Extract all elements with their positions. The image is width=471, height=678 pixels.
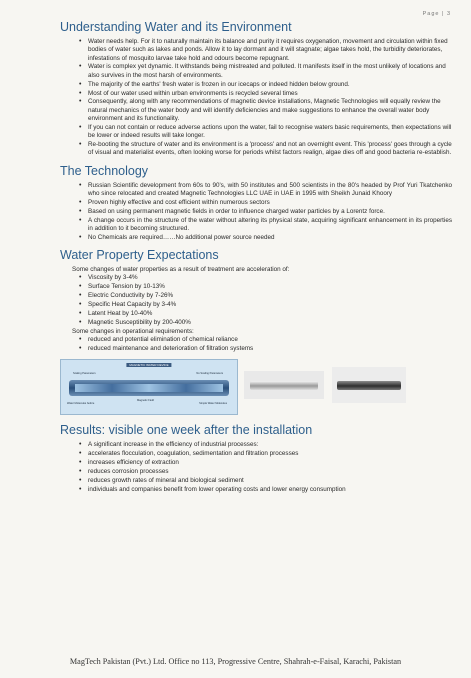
list-item: • Specific Heat Capacity by 3-4% bbox=[60, 301, 452, 309]
list-item: • Viscosity by 3-4% bbox=[60, 274, 452, 282]
section-heading: Understanding Water and its Environment bbox=[60, 20, 292, 34]
list-item: • Proven highly effective and cost efficient within numerous sectors bbox=[60, 199, 452, 207]
section-expectations bbox=[60, 248, 452, 353]
list-item: • Latent Heat by 10-40% bbox=[60, 310, 452, 318]
page-number: Page | 3 bbox=[422, 11, 451, 17]
section-heading: The Technology bbox=[60, 163, 149, 178]
section-understanding bbox=[60, 20, 452, 158]
list-item: • Water needs help. For it to naturally maintain its balance and purity it requires oxygenation, movement and circulation within fixed bodies of water such as lakes and ponds. Allow it to lay dormant and it will stagnate; algae takes hold, the turbidity deteriorates, infestations of mosquito larvae take hold and odours become repugnant. bbox=[60, 38, 452, 63]
list-item: • Based on using permanent magnetic fields in order to influence charged water particles by a Lorentz force. bbox=[60, 208, 452, 216]
bullet-list bbox=[60, 336, 452, 353]
diagram-label: Simple Water Molecules bbox=[199, 402, 227, 406]
device-photo-silver bbox=[244, 371, 324, 399]
list-item: • reduced and potential elimination of chemical reliance bbox=[60, 336, 452, 344]
list-item: • Most of our water used within urban environments is recycled several times bbox=[60, 90, 452, 98]
diagram-title: MAGNETIC WATER DEVICE bbox=[126, 363, 171, 367]
list-item: • individuals and companies benefit from lower operating costs and lower energy consumption bbox=[60, 486, 452, 494]
diagram-label: No Scaling Parameters bbox=[196, 372, 223, 376]
list-item: • Electric Conductivity by 7-26% bbox=[60, 292, 452, 300]
list-item: • The majority of the earths' fresh water is frozen in our icecaps or indeed hidden below ground. bbox=[60, 81, 452, 89]
list-item: • Surface Tension by 10-13% bbox=[60, 283, 452, 291]
list-item: • reduces corrosion processes bbox=[60, 468, 452, 476]
magnet-core-graphic bbox=[75, 384, 223, 392]
section-heading: Water Property Expectations bbox=[60, 248, 219, 263]
list-item: • If you can not contain or reduce adverse actions upon the water, fail to recognise waters basic requirements, then expectations will be lower or indeed results will take longer. bbox=[60, 124, 452, 141]
list-item: • reduces growth rates of mineral and biological sediment bbox=[60, 477, 452, 485]
bullet-list bbox=[60, 182, 452, 242]
document-body bbox=[60, 20, 452, 500]
footer-address: MagTech Pakistan (Pvt.) Ltd. Office no 113, Progressive Centre, Shahrah-e-Faisal, Karachi, Pakistan bbox=[69, 657, 402, 666]
list-item: • Re-booting the structure of water and its environment is a 'process' and not an overnight event. This 'process' goes through a cycle of visual and materialist events, often looking worse for periods whilst factors realign, algae dies off and good bacteria re-establish. bbox=[60, 141, 452, 158]
device-rod-graphic bbox=[337, 381, 401, 390]
list-item: • accelerates flocculation, coagulation, sedimentation and filtration processes bbox=[60, 450, 452, 458]
list-item: • Russian Scientific development from 60s to 90's, with 50 institutes and 500 scientists in the 80's headed by Prof Yuri Tkatchenko who since relocated and created Magnetic Technologies LLC UAE in UAE in 1995 with Sheikh Junaid Khoory bbox=[60, 182, 452, 199]
list-item: • A significant increase in the efficiency of industrial processes: bbox=[60, 441, 452, 449]
bullet-list bbox=[60, 274, 452, 327]
list-item: • Water is complex yet dynamic. It withstands being mistreated and polluted. It manifests itself in the most unlikely of locations and also survives in the most harsh of environments. bbox=[60, 63, 452, 80]
diagram-label: Scaling Parameters bbox=[73, 372, 96, 376]
bullet-list bbox=[60, 38, 452, 158]
list-item: • Consequently, along with any recommendations of magnetic device installations, Magnetic Technologies will equally review the natural mechanics of the water body and will identify deficiencies and make suggestions to enhance the overall water body environment and its functionality. bbox=[60, 98, 452, 123]
list-item: • Magnetic Susceptibility by 200-400% bbox=[60, 319, 452, 327]
section-technology bbox=[60, 164, 452, 242]
list-item: • A change occurs in the structure of the water without altering its physical state, acquiring significant enhancement in its properties in addition to it becoming structured. bbox=[60, 217, 452, 234]
diagram-label: Water Molecules before bbox=[67, 402, 95, 406]
bullet-list bbox=[60, 441, 452, 494]
device-rod-graphic bbox=[250, 381, 318, 390]
list-item: • No Chemicals are required……No additional power source needed bbox=[60, 234, 452, 242]
figure-row bbox=[60, 359, 452, 417]
section-heading: Results: visible one week after the installation bbox=[60, 423, 313, 438]
intro-text: Some changes of water properties as a result of treatment are acceleration of: bbox=[72, 266, 290, 274]
device-photo-dark bbox=[332, 367, 406, 403]
intro-text: Some changes in operational requirements: bbox=[72, 327, 194, 335]
section-results bbox=[60, 423, 452, 494]
list-item: • increases efficiency of extraction bbox=[60, 459, 452, 467]
magnetic-device-diagram bbox=[60, 359, 238, 415]
list-item: • reduced maintenance and deterioration of filtration systems bbox=[60, 345, 452, 353]
diagram-label: Magnetic Field bbox=[137, 399, 154, 403]
